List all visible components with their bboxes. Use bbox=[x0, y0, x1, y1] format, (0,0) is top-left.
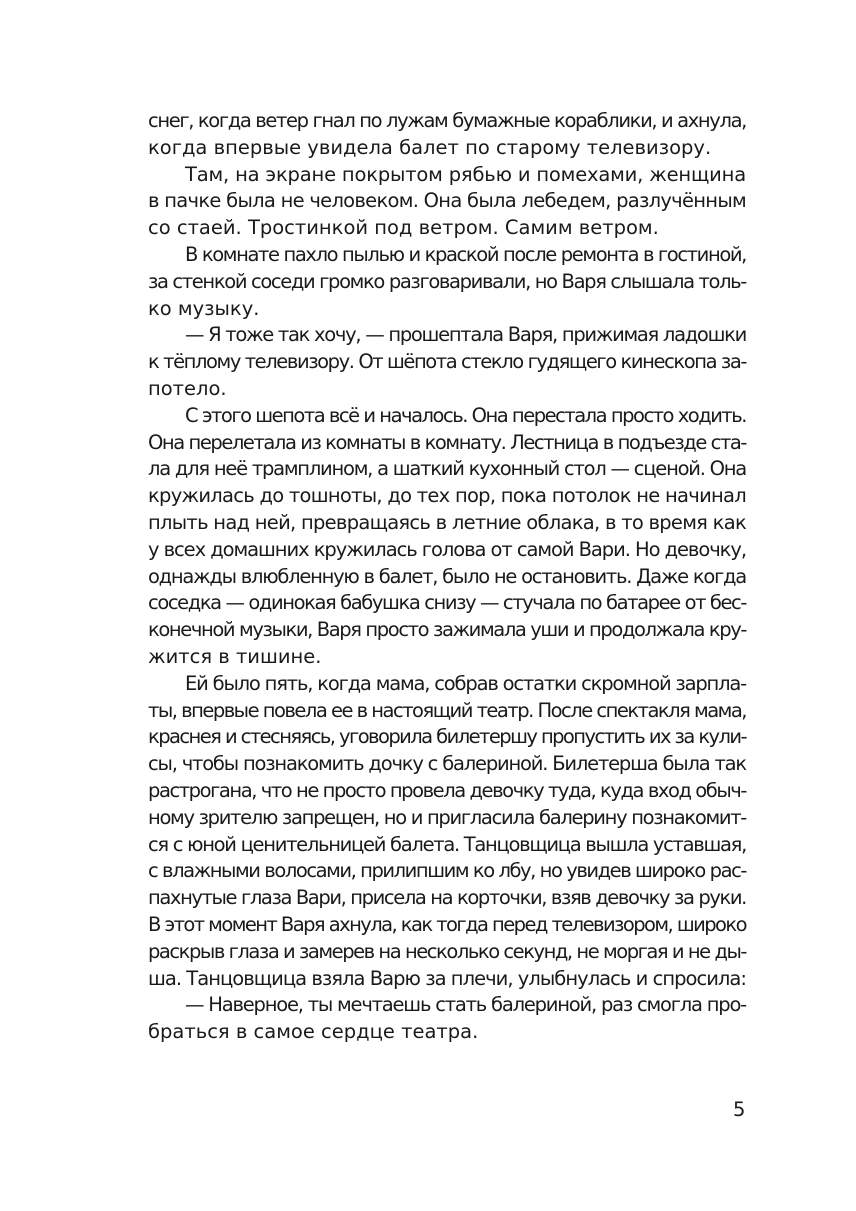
text-line: Она перелетала из комнаты в комнату. Лестница в подъезде ста- bbox=[148, 430, 746, 454]
text-line: краснея и стесняясь, уговорила билетершу пропустить их за кули- bbox=[148, 725, 746, 749]
text-line: у всех домашних кружилась голова от самой Вари. Но девочку, bbox=[148, 537, 746, 561]
text-line: плыть над ней, превращаясь в летние облака, в то время как bbox=[148, 510, 746, 534]
text-line: кружилась до тошноты, до тех пор, пока потолок не начинал bbox=[148, 484, 746, 508]
text-line: ша. Танцовщица взяла Варю за плечи, улыбнулась и спросила: bbox=[148, 966, 746, 990]
text-line: однажды влюбленную в балет, было не остановить. Даже когда bbox=[148, 564, 746, 588]
text-line: браться в самое сердце театра. bbox=[148, 1020, 479, 1044]
text-line: ко музыку. bbox=[148, 296, 260, 320]
text-line: Ей было пять, когда мама, собрав остатки скромной зарпла- bbox=[185, 671, 746, 695]
text-line: ла для неё трамплином, а шаткий кухонный стол — сценой. Она bbox=[148, 457, 746, 481]
text-line: к тёплому телевизору. От шёпота стекло гудящего кинескопа за- bbox=[148, 350, 746, 374]
text-line: С этого шепота всё и началось. Она перестала просто ходить. bbox=[185, 403, 746, 427]
text-line: за стенкой соседи громко разговаривали, но Варя слышала толь- bbox=[148, 269, 746, 293]
text-line: конечной музыки, Варя просто зажимала уши и продолжала кру- bbox=[148, 618, 746, 642]
text-line: потело. bbox=[148, 376, 227, 400]
text-line: соседка — одинокая бабушка снизу — стучала по батарее от бес- bbox=[148, 591, 746, 615]
text-line: с влажными волосами, прилипшим ко лбу, но увидев широко рас- bbox=[148, 859, 746, 883]
text-line: когда впервые увидела балет по старому телевизору. bbox=[148, 135, 712, 159]
text-line: Там, на экране покрытом рябью и помехами, женщина bbox=[185, 162, 746, 186]
text-line: В этот момент Варя ахнула, как тогда перед телевизором, широко bbox=[148, 912, 746, 936]
text-line: со стаей. Тростинкой под ветром. Самим ветром. bbox=[148, 216, 659, 240]
text-line: растрогана, что не просто провела девочку туда, куда вход обыч- bbox=[148, 778, 746, 802]
body-text bbox=[148, 108, 746, 1046]
page-number: 5 bbox=[733, 1098, 746, 1121]
text-line: — Я тоже так хочу, — прошептала Варя, прижимая ладошки bbox=[185, 323, 746, 347]
text-line: ся с юной ценительницей балета. Танцовщица вышла уставшая, bbox=[148, 832, 747, 856]
text-line: ному зрителю запрещен, но и пригласила балерину познакомит- bbox=[148, 805, 746, 829]
text-line: пахнутые глаза Вари, присела на корточки, взяв девочку за руки. bbox=[148, 886, 746, 910]
text-line: сы, чтобы познакомить дочку с балериной. Билетерша была так bbox=[148, 752, 746, 776]
text-line: снег, когда ветер гнал по лужам бумажные кораблики, и ахнула, bbox=[148, 109, 746, 132]
text-line: жится в тишине. bbox=[148, 644, 322, 668]
text-line: ты, впервые повела ее в настоящий театр. После спектакля мама, bbox=[148, 698, 746, 722]
text-line: раскрыв глаза и замерев на несколько секунд, не моргая и не ды- bbox=[148, 939, 746, 963]
text-line: В комнате пахло пылью и краской после ремонта в гостиной, bbox=[185, 242, 746, 266]
text-line: — Наверное, ты мечтаешь стать балериной, раз смогла про- bbox=[185, 993, 746, 1017]
text-line: в пачке была не человеком. Она была лебедем, разлучённым bbox=[148, 189, 746, 213]
